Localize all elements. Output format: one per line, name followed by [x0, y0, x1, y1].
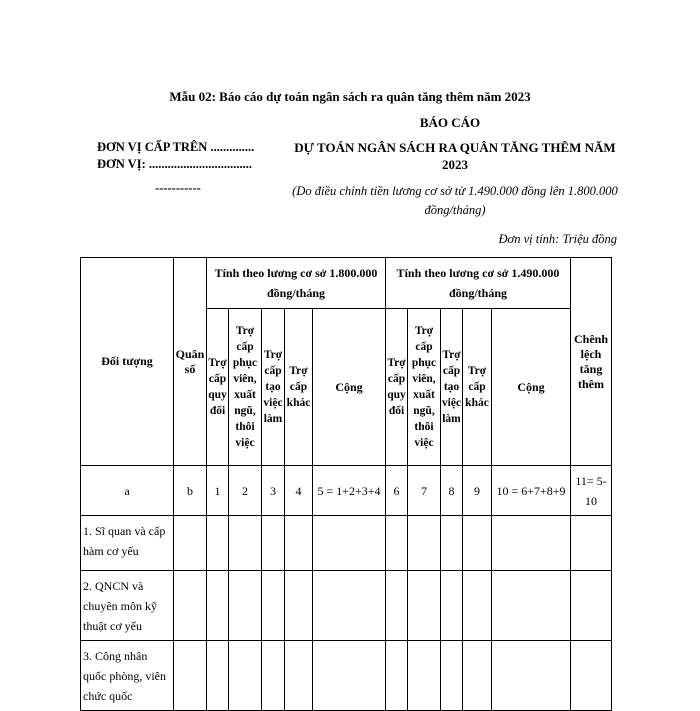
index-cell: 6	[386, 466, 408, 516]
table-cell	[285, 571, 313, 641]
report-subtitle: (Do điều chỉnh tiền lương cơ sở từ 1.490.000 đồng lên 1.800.000 đồng/tháng)	[292, 184, 618, 217]
index-cell: 3	[262, 466, 285, 516]
table-cell	[313, 571, 386, 641]
header-subject: Đối tượng	[81, 258, 174, 466]
table-cell	[174, 516, 207, 571]
table-cell	[285, 641, 313, 711]
table-cell	[492, 571, 571, 641]
header-old-total: Cộng	[492, 309, 571, 466]
table-cell	[408, 516, 441, 571]
index-cell: 11= 5-10	[571, 466, 612, 516]
table-cell	[207, 516, 229, 571]
unit: ĐƠN VỊ: .................................	[97, 157, 252, 171]
table-cell	[229, 571, 262, 641]
table-row	[81, 516, 612, 571]
table-cell	[441, 516, 463, 571]
row-label: 1. Sĩ quan và cấp hàm cơ yếu	[81, 516, 174, 571]
index-cell: a	[81, 466, 174, 516]
table-cell	[207, 571, 229, 641]
separator: -----------	[155, 181, 201, 195]
header-old-conversion: Trợ cấp quy đổi	[386, 309, 408, 466]
table-cell	[174, 641, 207, 711]
table-cell	[174, 571, 207, 641]
header-new-discharge: Trợ cấp phục viên, xuất ngũ, thôi việc	[229, 309, 262, 466]
table-cell	[463, 571, 492, 641]
table-cell	[571, 641, 612, 711]
table-cell	[313, 641, 386, 711]
index-cell: 2	[229, 466, 262, 516]
index-row	[81, 466, 612, 516]
index-cell: 4	[285, 466, 313, 516]
table-cell	[262, 516, 285, 571]
index-cell: 7	[408, 466, 441, 516]
table-cell	[441, 571, 463, 641]
header-group-new-salary: Tính theo lương cơ sở 1.800.000 đồng/tháng	[207, 258, 386, 309]
table-cell	[386, 641, 408, 711]
table-cell	[262, 571, 285, 641]
superior-unit: ĐƠN VỊ CẤP TRÊN ..............	[97, 140, 255, 154]
table-cell	[386, 516, 408, 571]
table-cell	[313, 516, 386, 571]
table-cell	[571, 571, 612, 641]
report-word: BÁO CÁO	[419, 115, 481, 130]
table-cell	[441, 641, 463, 711]
table-cell	[571, 516, 612, 571]
table-row	[81, 641, 612, 711]
header-new-conversion: Trợ cấp quy đổi	[207, 309, 229, 466]
index-cell: b	[174, 466, 207, 516]
currency-unit: Đơn vị tính: Triệu đồng	[498, 232, 617, 246]
table-cell	[229, 641, 262, 711]
row-label: 3. Công nhân quốc phòng, viên chức quốc	[81, 641, 174, 711]
header-difference: Chênh lệch tăng thêm	[571, 258, 612, 466]
row-label: 2. QNCN và chuyên môn kỹ thuật cơ yếu	[81, 571, 174, 641]
table-cell	[492, 641, 571, 711]
header-old-discharge: Trợ cấp phục viên, xuất ngũ, thôi việc	[408, 309, 441, 466]
header-new-job-creation: Trợ cấp tạo việc làm	[262, 309, 285, 466]
table-cell	[492, 516, 571, 571]
table-cell	[207, 641, 229, 711]
table-cell	[408, 641, 441, 711]
issuing-unit-block	[97, 139, 254, 173]
index-cell: 9	[463, 466, 492, 516]
index-cell: 1	[207, 466, 229, 516]
index-cell: 10 = 6+7+8+9	[492, 466, 571, 516]
table-row	[81, 571, 612, 641]
index-cell: 8	[441, 466, 463, 516]
header-new-other: Trợ cấp khác	[285, 309, 313, 466]
index-cell: 5 = 1+2+3+4	[313, 466, 386, 516]
header-new-total: Cộng	[313, 309, 386, 466]
header-group-old-salary: Tính theo lương cơ sở 1.490.000 đồng/tháng	[386, 258, 571, 309]
table-cell	[463, 516, 492, 571]
table-cell	[386, 571, 408, 641]
report-title: DỰ TOÁN NGÂN SÁCH RA QUÂN TĂNG THÊM NĂM 2023	[294, 140, 616, 172]
header-old-job-creation: Trợ cấp tạo việc làm	[441, 309, 463, 466]
form-title: Mẫu 02: Báo cáo dự toán ngân sách ra quân tăng thêm năm 2023	[169, 89, 531, 104]
table-cell	[463, 641, 492, 711]
header-headcount: Quân số	[174, 258, 207, 466]
table-cell	[229, 516, 262, 571]
table-cell	[285, 516, 313, 571]
table-cell	[262, 641, 285, 711]
header-old-other: Trợ cấp khác	[463, 309, 492, 466]
budget-table	[80, 257, 612, 711]
table-cell	[408, 571, 441, 641]
